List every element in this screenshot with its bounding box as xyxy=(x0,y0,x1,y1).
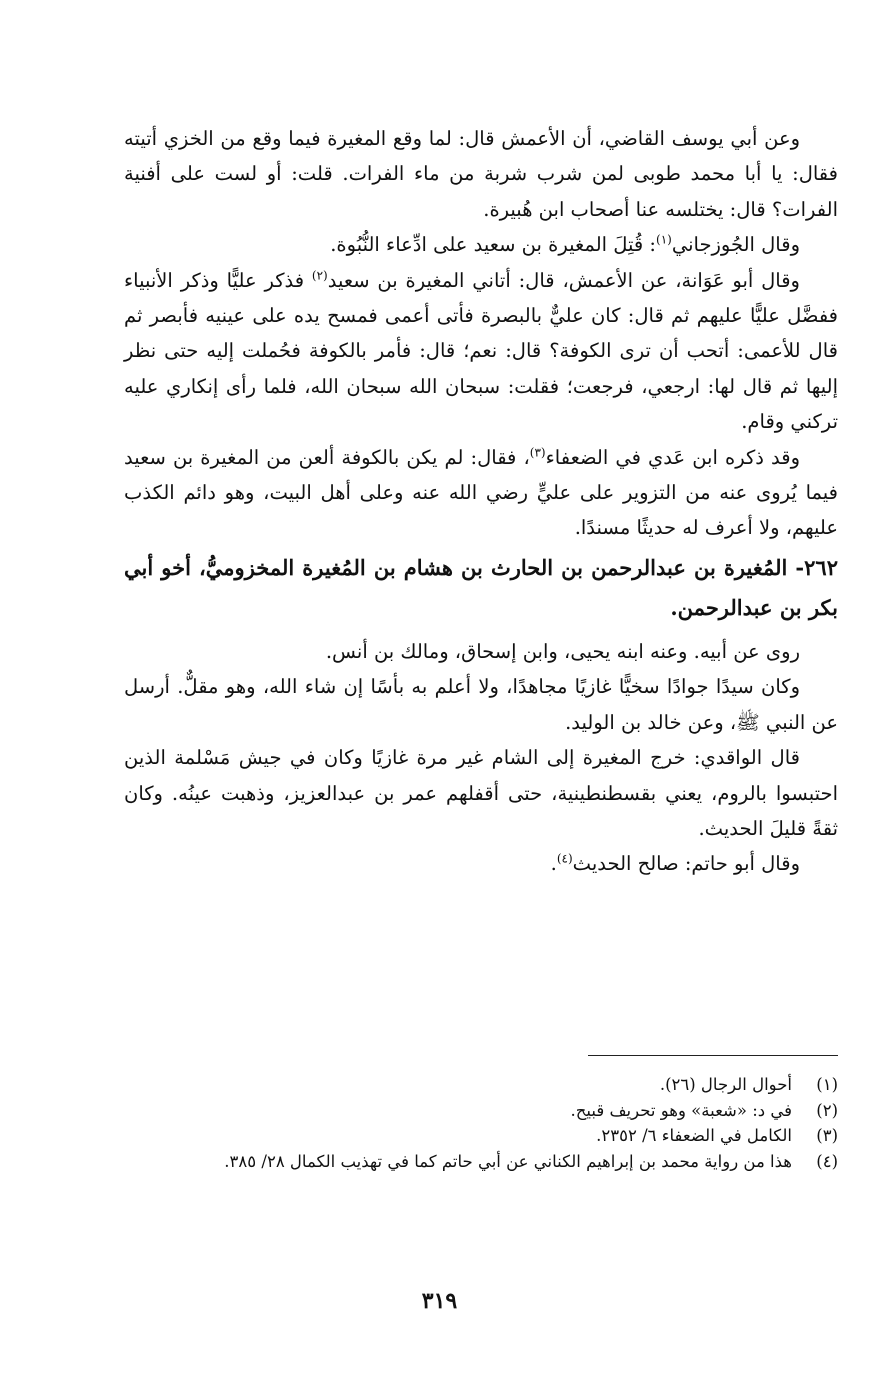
paragraph-3 xyxy=(124,263,838,440)
paragraph-3-text-a: وقال أبو عَوَانة، عن الأعمش، قال: أتاني المغيرة بن سعيد xyxy=(327,268,800,292)
footnote-text: في د: «شعبة» وهو تحريف قبيح. xyxy=(570,1100,792,1120)
footnote-number: (١) xyxy=(816,1075,838,1094)
footnote-number: (٤) xyxy=(816,1151,838,1171)
paragraph-6: وكان سيدًا جوادًا سخيًّا غازيًا مجاهدًا، ولا أعلم به بأسًا إن شاء الله، وهو مقلٌّ. أرسل عن النبي ﷺ، وعن خالد بن الوليد. xyxy=(124,675,838,734)
footnotes-section xyxy=(124,1072,838,1174)
paragraph-4 xyxy=(124,440,838,546)
footnote-ref-1: (١) xyxy=(656,232,672,247)
paragraph-8-text-b: . xyxy=(550,852,557,876)
footnote-text: الكامل في الضعفاء ٦/ ٢٣٥٢. xyxy=(596,1126,792,1145)
page-number: ٣١٩ xyxy=(421,1288,458,1314)
footnote-number: (٣) xyxy=(816,1126,838,1145)
paragraph-4-text-b: ، فقال: لم يكن بالكوفة ألعن من المغيرة بن سعيد فيما يُروى عنه من التزوير على عليٍّ رضي الله عنه وعلى أهل البيت، وهو دائم الكذب عليهم، ولا أعرف له حديثًا مسندًا. xyxy=(124,445,838,540)
footnote-text: أحوال الرجال (٢٦). xyxy=(659,1075,792,1094)
main-text xyxy=(124,121,838,882)
entry-heading-262: ٢٦٢- المُغيرة بن عبدالرحمن بن الحارث بن هشام بن المُغيرة المخزوميُّ، أخو أبي بكر بن عبدالرحمن. xyxy=(124,554,838,620)
paragraph-2-text-b: : قُتِلَ المغيرة بن سعيد على ادِّعاء النُّبُوة. xyxy=(330,233,656,257)
footnote-divider xyxy=(588,1055,838,1056)
footnote-ref-3: (٣) xyxy=(529,445,546,460)
paragraph-7: قال الواقدي: خرج المغيرة إلى الشام غير مرة غازيًا وكان في جيش مَسْلمة الذين احتبسوا بالروم، يعني بقسطنطينية، حتى أقفلهم عمر بن عبدالعزيز، وذهبت عينُه. وكان ثقةً قليلَ الحديث. xyxy=(124,746,838,840)
paragraph-3-text-b: فذكر عليًّا وذكر الأنبياء ففضَّل عليًّا عليهم ثم قال: كان عليٌّ بالبصرة فأتى أعمى فمسح يده على عينيه فأبصر ثم قال للأعمى: أتحب أن ترى الكوفة؟ قال: نعم؛ قال: فأمر بالكوفة فحُملت إليه حتى نظر إليها ثم قال لها: ارجعي، فرجعت؛ فقلت: سبحان الله سبحان الله، فلما رأى إنكاري عليه تركني وقام. xyxy=(124,268,838,434)
footnote-4 xyxy=(124,1149,838,1175)
paragraph-2-text-a: وقال الجُوزجاني xyxy=(671,233,800,257)
paragraph-5: روى عن أبيه. وعنه ابنه يحيى، وابن إسحاق، ومالك بن أنس. xyxy=(325,639,800,663)
footnote-3 xyxy=(124,1123,838,1149)
footnote-text: هذا من رواية محمد بن إبراهيم الكناني عن أبي حاتم كما في تهذيب الكمال ٢٨/ ٣٨٥. xyxy=(224,1151,792,1171)
paragraph-8 xyxy=(124,846,838,881)
footnote-2 xyxy=(124,1098,838,1124)
footnote-1 xyxy=(124,1072,838,1098)
paragraph-1: وعن أبي يوسف القاضي، أن الأعمش قال: لما وقع المغيرة فيما وقع من الخزي أتيته فقال: يا أبا محمد طوبى لمن شرب شربة من ماء الفرات. قلت: أو لست على أفنية الفرات؟ قال: يختلسه عنا أصحاب ابن هُبيرة. xyxy=(124,127,838,221)
footnote-number: (٢) xyxy=(816,1100,838,1120)
footnote-ref-2: (٢) xyxy=(311,268,328,283)
footnote-ref-4: (٤) xyxy=(556,851,573,866)
paragraph-2 xyxy=(124,227,838,262)
paragraph-4-text-a: وقد ذكره ابن عَدي في الضعفاء xyxy=(545,445,800,469)
paragraph-8-text-a: وقال أبو حاتم: صالح الحديث xyxy=(572,852,800,876)
